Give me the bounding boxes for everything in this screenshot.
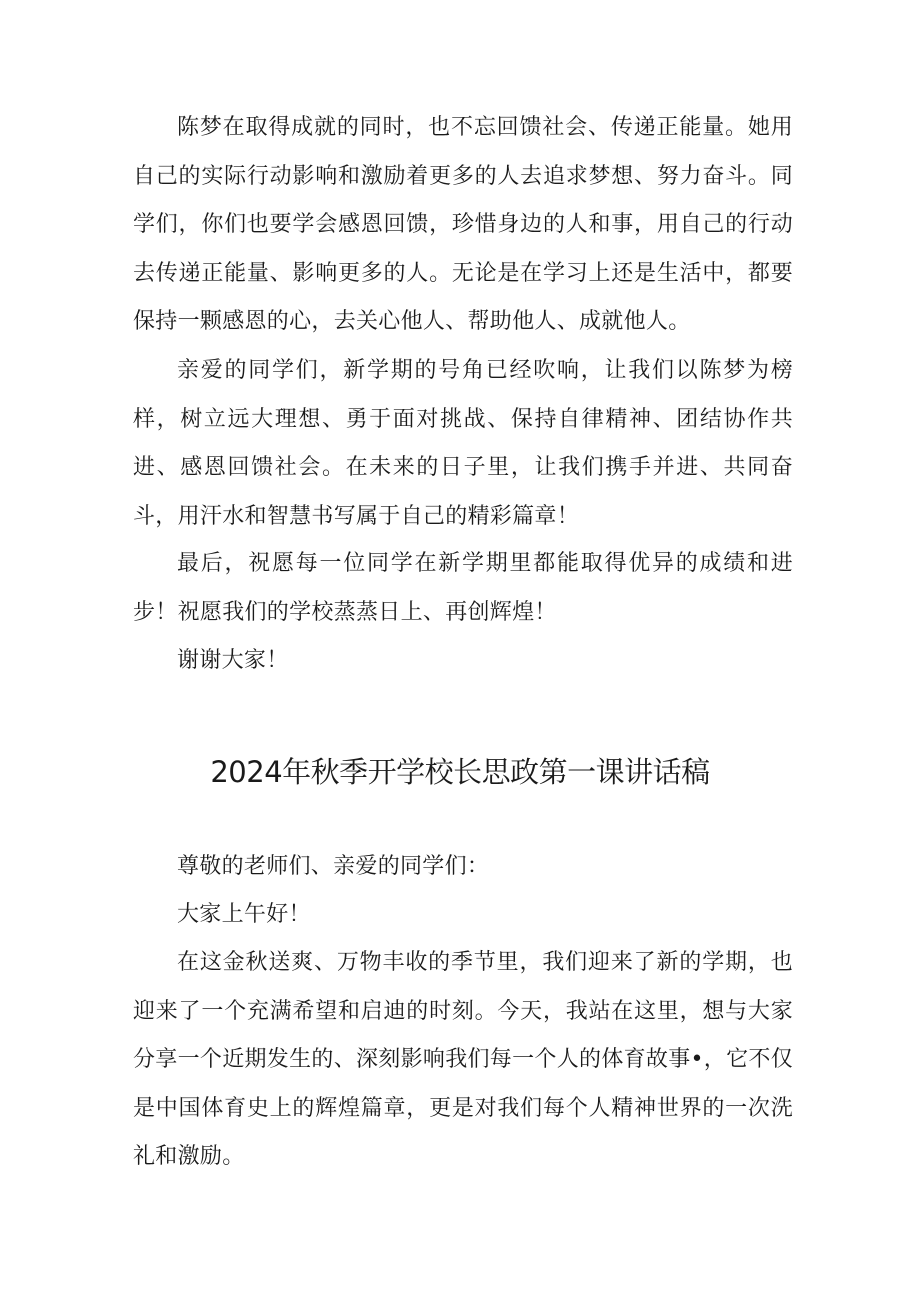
paragraph-greeting: 大家上午好！ <box>177 902 311 927</box>
paragraph-closing-wishes: 最后，祝愿每一位同学在新学期里都能取得优异的成绩和进步！祝愿我们的学校蒸蒸日上、再创辉煌！ <box>133 551 793 625</box>
paragraph-thanks: 谢谢大家！ <box>177 648 289 673</box>
speech-title: 2024年秋季开学校长思政第一课讲话稿 <box>210 755 710 789</box>
paragraph-new-semester-call: 亲爱的同学们，新学期的号角已经吹响，让我们以陈梦为榜样，树立远大理想、勇于面对挑战、保持自律精神、团结协作共进、感恩回馈社会。在未来的日子里，让我们携手并进、共同奋斗，用汗水和智慧书写属于自己的精彩篇章！ <box>133 358 793 529</box>
paragraph-chen-meng-giving-back: 陈梦在取得成就的同时，也不忘回馈社会、传递正能量。她用自己的实际行动影响和激励着更多的人去追求梦想、努力奋斗。同学们，你们也要学会感恩回馈，珍惜身边的人和事，用自己的行动去传递正能量、影响更多的人。无论是在学习上还是生活中，都要保持一颗感恩的心，去关心他人、帮助他人、成就他人。 <box>133 115 793 334</box>
paragraph-opening: 在这金秋送爽、万物丰收的季节里，我们迎来了新的学期，也迎来了一个充满希望和启迪的时刻。今天，我站在这里，想与大家分享一个近期发生的、深刻影响我们每一个人的体育故事•，它不仅是中国体育史上的辉煌篇章，更是对我们每个人精神世界的一次洗礼和激励。 <box>133 950 793 1169</box>
paragraph-salutation: 尊敬的老师们、亲爱的同学们： <box>177 854 490 879</box>
